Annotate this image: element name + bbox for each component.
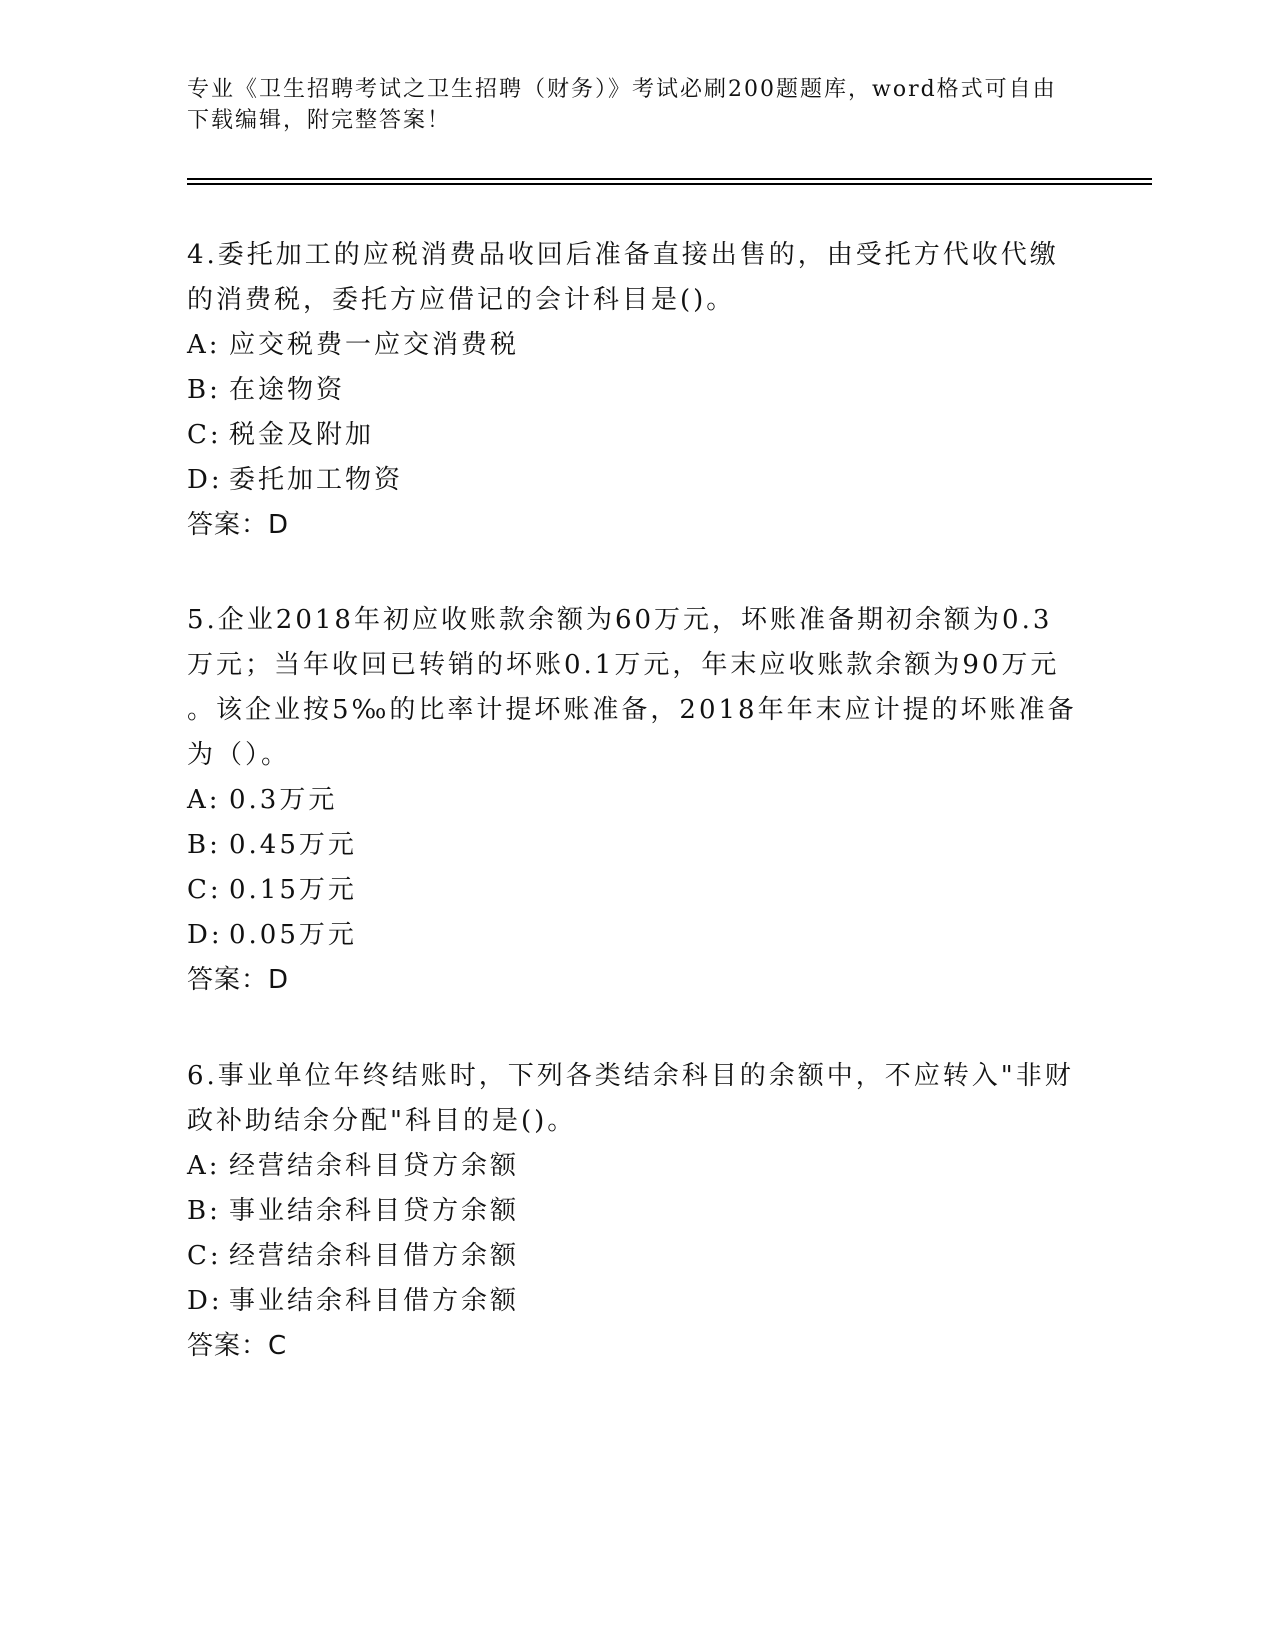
option-a [187,778,1077,823]
option-letter: C: [187,420,222,450]
option-d [187,458,1077,503]
option-text: 经营结余科目借方余额 [229,1241,520,1271]
option-c [187,1234,1077,1279]
option-text: 事业结余科目借方余额 [229,1286,520,1316]
header-divider-bottom [187,183,1152,185]
answer-line: 答案：D [187,965,290,995]
question-stem-line: 。该企业按5‰的比率计提坏账准备，2018年年末应计提的坏账准备 [187,695,1077,725]
question-stem-line: 政补助结余分配"科目的是()。 [187,1106,577,1136]
option-text: 经营结余科目贷方余额 [229,1151,520,1181]
option-c [187,413,1077,458]
option-b [187,368,1077,413]
option-text: 税金及附加 [229,420,375,450]
question-4 [187,233,1077,548]
question-stem-line: 4.委托加工的应税消费品收回后准备直接出售的，由受托方代收代缴 [187,240,1059,270]
option-letter: B: [187,375,221,405]
option-text: 在途物资 [229,375,346,405]
option-letter: A: [187,330,221,360]
question-stem-line: 6.事业单位年终结账时，下列各类结余科目的余额中，不应转入"非财 [187,1061,1074,1091]
answer-line: 答案：C [187,1331,288,1361]
option-d [187,1279,1077,1324]
question-stem-line: 的消费税，委托方应借记的会计科目是()。 [187,285,736,315]
option-letter: D: [187,1286,223,1316]
option-b [187,1189,1077,1234]
option-c [187,868,1077,913]
question-stem-line: 5.企业2018年初应收账款余额为60万元，坏账准备期初余额为0.3 [187,605,1053,635]
option-letter: A: [187,1151,221,1181]
option-text: 0.05万元 [229,920,357,950]
option-letter: D: [187,920,223,950]
option-letter: B: [187,1196,221,1226]
question-stem-line: 为（）。 [187,740,291,770]
question-stem-line: 万元；当年收回已转销的坏账0.1万元，年末应收账款余额为90万元 [187,650,1060,680]
option-text: 应交税费一应交消费税 [229,330,520,360]
option-text: 0.45万元 [229,830,357,860]
option-letter: C: [187,875,222,905]
option-text: 委托加工物资 [229,465,404,495]
answer-line: 答案：D [187,510,290,540]
option-b [187,823,1077,868]
question-6 [187,1054,1077,1369]
option-d [187,913,1077,958]
option-letter: B: [187,830,221,860]
option-a [187,1144,1077,1189]
header-divider-top [187,178,1152,180]
question-5 [187,598,1077,1003]
option-letter: A: [187,785,221,815]
option-text: 0.15万元 [229,875,357,905]
option-a [187,323,1077,368]
option-letter: C: [187,1241,222,1271]
header-intro: 专业《卫生招聘考试之卫生招聘（财务）》考试必刷200题题库，word格式可自由下载编辑，附完整答案！ [187,77,1057,133]
option-text: 0.3万元 [229,785,338,815]
option-letter: D: [187,465,223,495]
option-text: 事业结余科目贷方余额 [229,1196,520,1226]
